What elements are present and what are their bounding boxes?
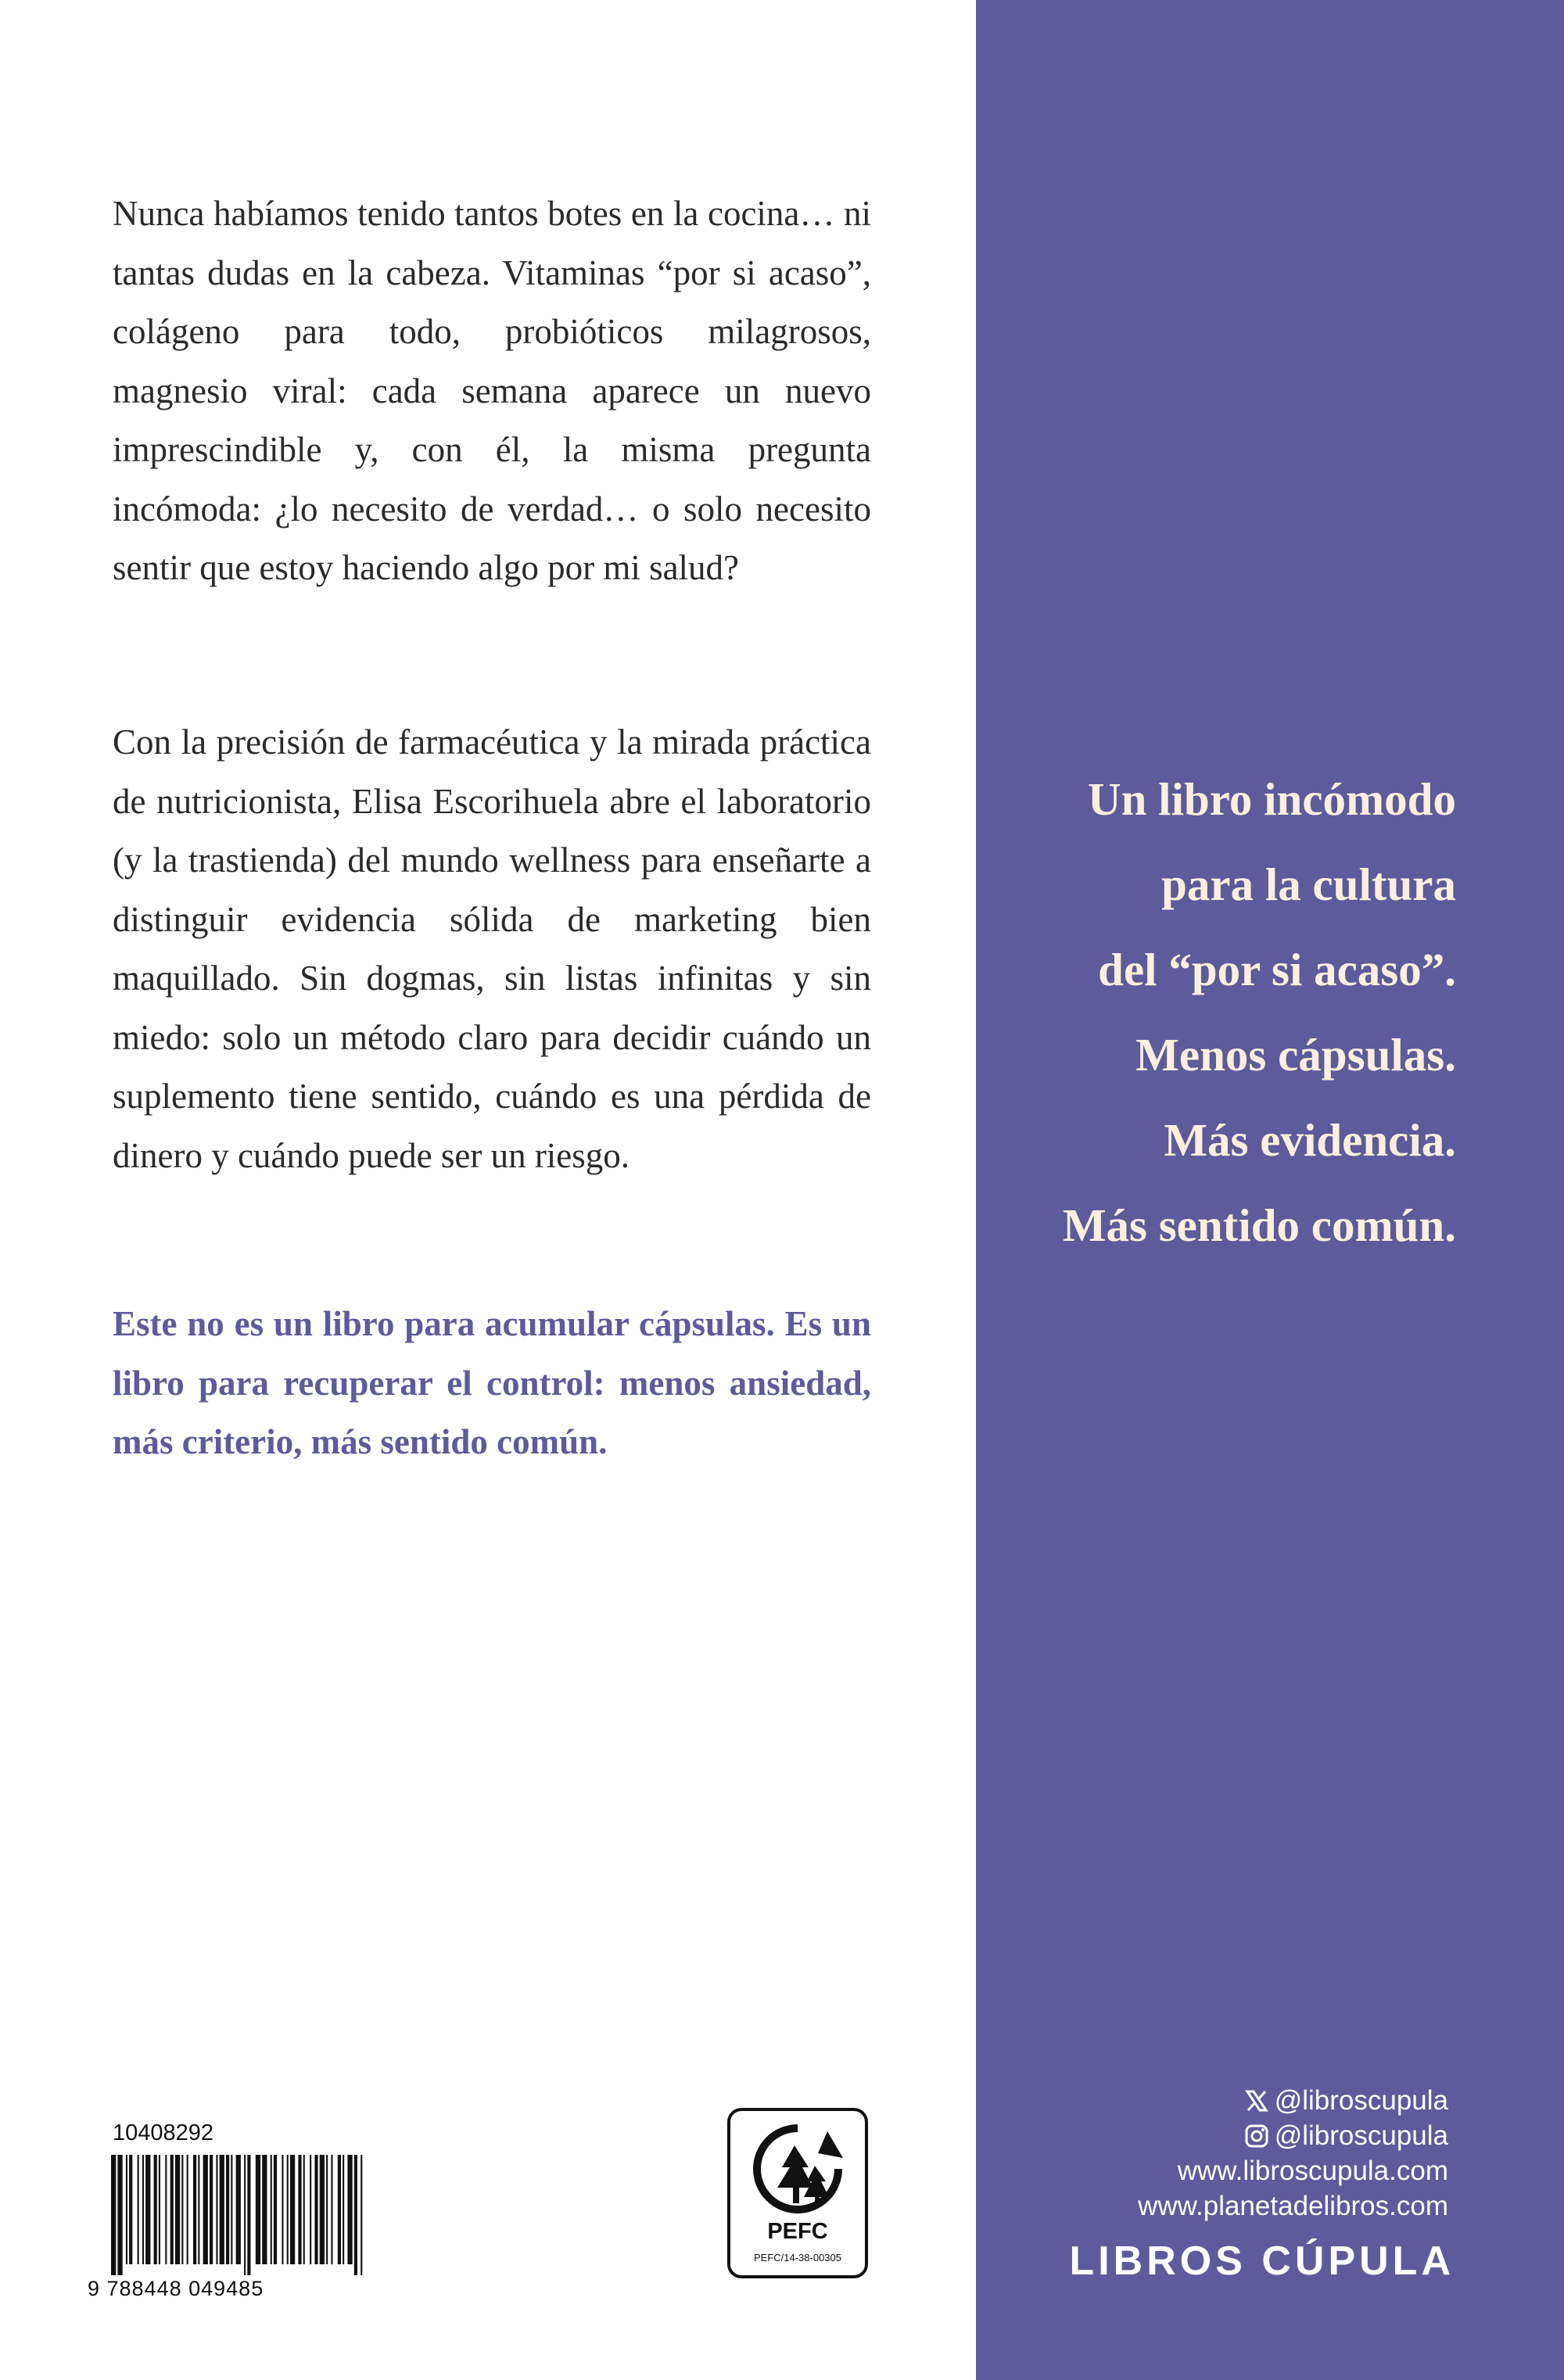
- tagline-line: Menos cápsulas.: [1135, 1029, 1456, 1081]
- tagline-line: del “por si acaso”.: [1098, 944, 1456, 995]
- tagline-line: Un libro incómodo: [1088, 773, 1456, 825]
- instagram-icon: [1243, 2123, 1270, 2149]
- tagline: [956, 757, 1456, 1268]
- instagram-handle[interactable]: @libroscupula: [1274, 2120, 1448, 2151]
- synopsis-paragraph-2: [113, 713, 871, 1185]
- x-handle-row[interactable]: [1138, 2083, 1448, 2118]
- x-handle[interactable]: @libroscupula: [1274, 2085, 1448, 2116]
- pefc-code: PEFC/14-38-00305: [753, 2252, 841, 2264]
- synopsis-paragraph-2-text: Con la precisión de farmacéutica y la mirada práctica de nutricionista, Elisa Escorihuela abre el laboratorio (y la trastienda) del mundo wellness para enseñarte a distinguir evidencia sólida de marketing bien maquillado. Sin dogmas, sin listas infinitas y sin miedo: solo un método claro para decidir cuándo un suplemento tiene sentido, cuándo es una pérdida de dinero y cuándo puede ser un riesgo.: [113, 722, 871, 1175]
- synopsis-paragraph-1: [113, 185, 871, 598]
- tagline-line: Más sentido común.: [1062, 1199, 1456, 1251]
- isbn-number: 9 788448 049485: [88, 2277, 264, 2300]
- tagline-line: Más evidencia.: [1164, 1114, 1456, 1166]
- instagram-handle-row[interactable]: [1138, 2118, 1448, 2153]
- tagline-line: para la cultura: [1161, 858, 1456, 910]
- highlight-paragraph: Este no es un libro para acumular cápsulas. Es un libro para recuperar el control: menos ansiedad, más criterio, más sentido común.: [113, 1304, 871, 1461]
- publisher-logo: LIBROS CÚPULA: [1069, 2238, 1455, 2284]
- reference-number: 10408292: [113, 2120, 214, 2145]
- website-link-2[interactable]: www.planetadelibros.com: [1138, 2191, 1448, 2221]
- barcode-icon: [109, 2155, 364, 2275]
- x-logo-icon: [1243, 2088, 1270, 2114]
- pefc-label: PEFC: [767, 2219, 828, 2244]
- website-link-1[interactable]: www.libroscupula.com: [1177, 2156, 1448, 2186]
- social-links: [1138, 2083, 1448, 2224]
- pefc-certification: [727, 2108, 868, 2278]
- synopsis-paragraph-1-text: Nunca habíamos tenido tantos botes en la cocina… ni tantas dudas en la cabeza. Vitaminas “por si acaso”, colágeno para todo, probióticos milagrosos, magnesio viral: cada semana aparece un nuevo imprescindible y, con él, la misma pregunta incómoda: ¿lo necesito de verdad… o solo necesito sentir que estoy haciendo algo por mi salud?: [113, 194, 871, 587]
- pefc-logo-icon: [751, 2122, 845, 2216]
